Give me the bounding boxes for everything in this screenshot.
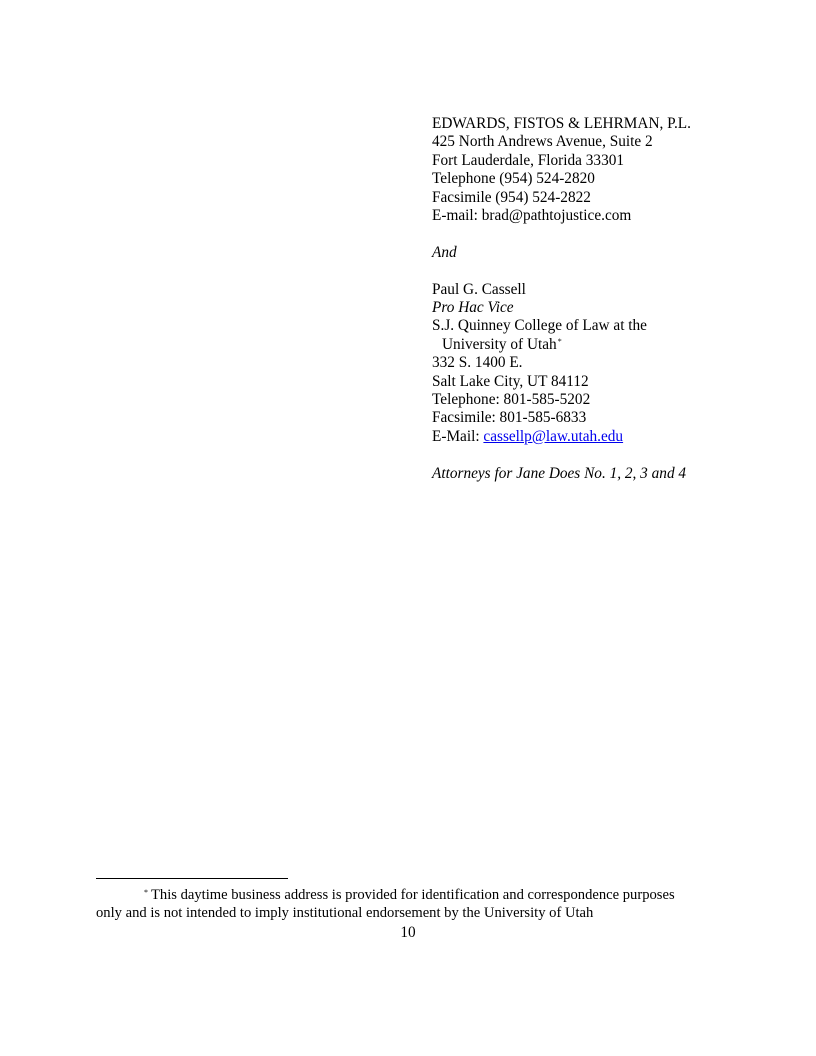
footnote-line-2: only and is not intended to imply institutional endorsement by the University of Utah xyxy=(96,905,594,922)
firm-telephone: Telephone (954) 524-2820 xyxy=(432,170,595,188)
footnote-marker: * xyxy=(144,888,148,897)
firm-address: 425 North Andrews Avenue, Suite 2 xyxy=(432,133,653,151)
attorney-status: Pro Hac Vice xyxy=(432,299,514,317)
attorney-institution-line1: S.J. Quinney College of Law at the xyxy=(432,317,647,335)
footnote-text-1: This daytime business address is provided for identification and correspondence purposes xyxy=(151,887,675,903)
page-number: 10 xyxy=(400,924,416,941)
footnote xyxy=(96,886,736,923)
attorney-email-label: E-Mail: xyxy=(432,427,484,445)
representation-line: Attorneys for Jane Does No. 1, 2, 3 and 4 xyxy=(432,464,687,482)
attorney-email xyxy=(432,428,792,446)
institution-name: University of Utah xyxy=(442,335,557,353)
spacer xyxy=(432,446,792,464)
attorney-city-state-zip: Salt Lake City, UT 84112 xyxy=(432,372,589,390)
attorney-facsimile: Facsimile: 801-585-6833 xyxy=(432,409,587,427)
firm-city-state-zip: Fort Lauderdale, Florida 33301 xyxy=(432,151,625,169)
attorney-name: Paul G. Cassell xyxy=(432,280,526,298)
attorney-institution-line2 xyxy=(432,336,792,354)
firm-name: EDWARDS, FISTOS & LEHRMAN, P.L. xyxy=(432,115,691,132)
footnote-reference-marker[interactable]: * xyxy=(557,336,562,346)
attorney-telephone: Telephone: 801-585-5202 xyxy=(432,391,591,409)
attorney-street: 332 S. 1400 E. xyxy=(432,354,523,372)
spacer xyxy=(432,262,792,280)
firm-facsimile: Facsimile (954) 524-2822 xyxy=(432,188,591,206)
attorney-email-link[interactable]: cassellp@law.utah.edu xyxy=(483,427,624,445)
firm-email: E-mail: brad@pathtojustice.com xyxy=(432,207,632,225)
footnote-line-1 xyxy=(96,886,736,904)
conjunction: And xyxy=(432,243,457,261)
spacer xyxy=(432,225,792,243)
footnote-separator xyxy=(96,878,288,879)
signature-block xyxy=(432,115,792,483)
